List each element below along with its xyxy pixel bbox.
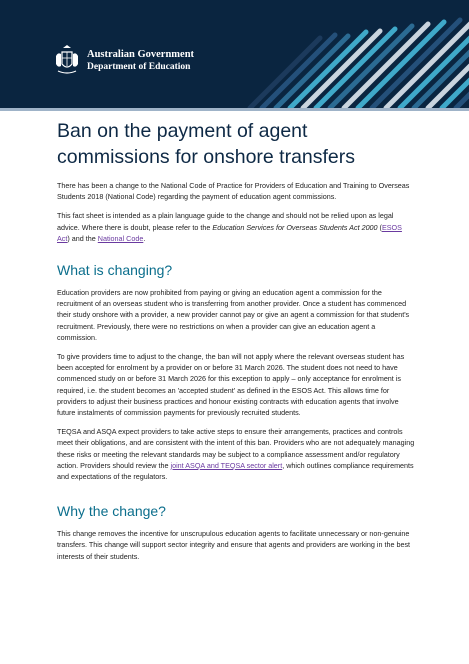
intro-p2-mid: ) and the bbox=[67, 233, 98, 243]
department-name bbox=[87, 49, 194, 73]
esos-act-title: Education Services for Overseas Students Act 2000 bbox=[212, 222, 378, 232]
section-heading-what-is-changing: What is changing? bbox=[57, 262, 173, 279]
sector-alert-link[interactable]: joint ASQA and TEQSA sector alert bbox=[170, 460, 283, 470]
title-line-2: commissions for onshore transfers bbox=[57, 146, 356, 168]
page-header bbox=[0, 0, 469, 108]
page-title bbox=[57, 118, 415, 170]
government-logo bbox=[54, 44, 194, 78]
section2-paragraph-1: This change removes the incentive for unscrupulous education agents to facilitate unnecessary or non-genuine transfers. This change will support sector integrity and ensure that agents and providers are working in the best interests of their students. bbox=[57, 529, 411, 561]
section1-paragraph-3 bbox=[57, 426, 415, 482]
intro-p2-end: . bbox=[143, 233, 146, 243]
section-heading-why-the-change: Why the change? bbox=[57, 503, 166, 520]
intro-p2-open: ( bbox=[377, 222, 382, 232]
intro-paragraph-1: There has been a change to the National Code of Practice for Providers of Education and Training to Overseas Students 2018 (National Code) regarding the payment of education agent commissions. bbox=[57, 181, 410, 202]
section1-p3-text: TEQSA and ASQA expect providers to take active steps to ensure their arrangements, practices and controls meet their obligations, and are consistent with the intent of this ban. Providers who are not adequately managing these risks or meeting the relevant standards may be subject to a compliance assessment and/or regulatory action. Providers should review the bbox=[57, 427, 415, 470]
intro-paragraph-2 bbox=[57, 210, 415, 244]
national-code-link[interactable]: National Code bbox=[97, 233, 144, 243]
document-body bbox=[57, 118, 415, 570]
section1-paragraph-2: To give providers time to adjust to the change, the ban will not apply where the relevant overseas student has been accepted for enrolment by a provider on or before 31 March 2026. The student does not need to have commenced study on or before 31 March 2026 for this exception to apply – only acceptance for enrolment is required, i.e. the student becomes an 'accepted student' as defined in the ESOS Act. This allows time for providers to adjust their business practices and honour existing contracts with education agents that involve future instalments of commission payments for previously recruited students. bbox=[57, 352, 405, 418]
org-line-1: Australian Government bbox=[87, 49, 195, 60]
esos-act-link[interactable]: ESOS Act bbox=[57, 222, 402, 243]
title-line-1: Ban on the payment of agent bbox=[57, 120, 308, 142]
section1-paragraph-1: Education providers are now prohibited from paying or giving an education agent a commission for the recruitment of an overseas student who is transferring from another provider. Once a student has commenced their study onshore with a provider, a new provider cannot pay or give an agent a commission for that student's recruitment. Previously, there were no restrictions on when a provider can give an education agent a commission. bbox=[57, 288, 410, 342]
org-line-2: Department of Education bbox=[87, 62, 191, 72]
coat-of-arms-icon bbox=[54, 44, 80, 78]
intro-p2-text: This fact sheet is intended as a plain language guide to the change and should not be relied upon as legal advice. Where there is doubt, please refer to the bbox=[57, 211, 394, 232]
header-rule bbox=[0, 108, 469, 111]
section1-p3-end: , which outlines compliance requirements and expectations of the regulators. bbox=[57, 460, 414, 482]
